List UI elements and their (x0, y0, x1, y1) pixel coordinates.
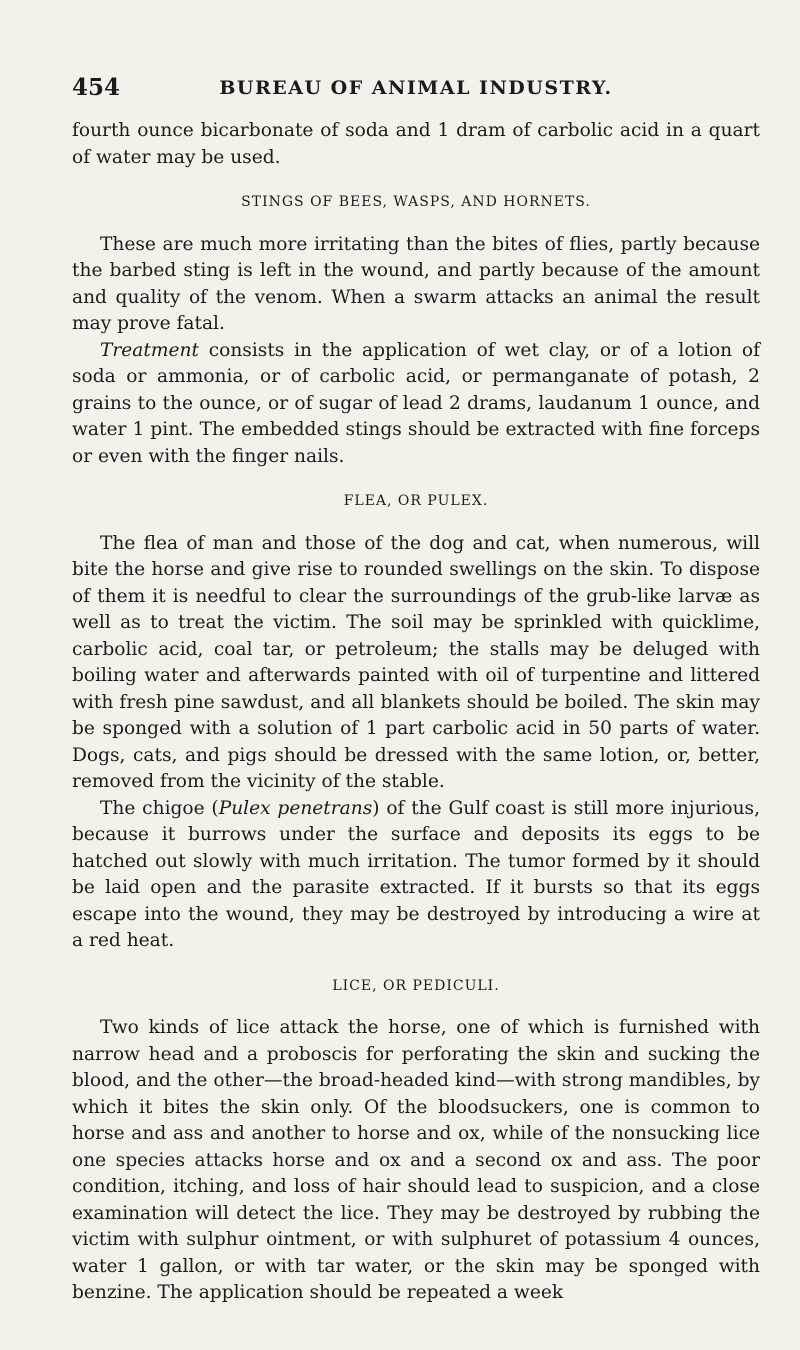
page-header (72, 64, 760, 104)
page-body (72, 118, 760, 1307)
paragraph-stings-intro: These are much more irritating than the bites of flies, partly because the barbed sting is left in the wound, and partly because of the amount and quality of the venom. When a swarm attacks an animal the result may prove fatal. (72, 233, 760, 334)
paragraph-chigoe (72, 796, 760, 955)
section-heading-flea: FLEA, OR PULEX. (343, 493, 489, 509)
running-title: BUREAU OF ANIMAL INDUSTRY. (219, 77, 613, 99)
chigoe-text-b: ) of the Gulf coast is still more injurious, because it burrows under the surface and deposits its eggs to be hatched out slowly with much irritation. The tumor formed by it should be laid open and the parasite extracted. If it bursts so that its eggs escape into the wound, they may be destroyed by introducing a wire at a red heat. (72, 797, 760, 951)
chigoe-latin-name: Pulex penetrans (218, 797, 373, 819)
section-heading-lice: LICE, OR PEDICULI. (332, 977, 500, 994)
page-number: 454 (72, 74, 121, 101)
paragraph-lice: Two kinds of lice attack the horse, one of which is furnished with narrow head and a proboscis for perforating the skin and sucking the blood, and the other—the broad-headed kind—with strong mandibles, by which it bites the skin only. Of the bloodsuckers, one is common to horse and ass and another to horse and ox, while of the nonsucking lice one species attacks horse and ox and a second ox and ass. The poor condition, itching, and loss of hair should lead to suspicion, and a close examination will detect the lice. They may be destroyed by rubbing the victim with sulphur ointment, or with sulphuret of potassium 4 ounces, water 1 gallon, or with tar water, or the skin may be sponged with benzine. The application should be repeated a week (72, 1017, 760, 1303)
section-heading-stings: STINGS OF BEES, WASPS, AND HORNETS. (241, 194, 591, 210)
treatment-text: consists in the application of wet clay, or of a lotion of soda or ammonia, or of carbolic acid, or permanganate of potash, 2 grains to the ounce, or of sugar of lead 2 drams, laudanum 1 ounce, and water 1 pint. The embedded stings should be extracted with fine forceps or even with the finger nails. (72, 339, 760, 467)
treatment-label: Treatment (100, 339, 199, 361)
chigoe-text-a: The chigoe ( (100, 797, 219, 819)
paragraph-flea: The flea of man and those of the dog and cat, when numerous, will bite the horse and give rise to rounded swellings on the skin. To dispose of them it is needful to clear the surroundings of the grub-like larvæ as well as to treat the victim. The soil may be sprinkled with quicklime, carbolic acid, coal tar, or petroleum; the stalls may be deluged with boiling water and afterwards painted with oil of turpentine and littered with fresh pine sawdust, and all blankets should be boiled. The skin may be sponged with a solution of 1 part carbolic acid in 50 parts of water. Dogs, cats, and pigs should be dressed with the same lotion, or, better, removed from the vicinity of the stable. (72, 532, 760, 792)
paragraph-continued: fourth ounce bicarbonate of soda and 1 dram of carbolic acid in a quart of water may be used. (72, 120, 760, 168)
paragraph-stings-treatment (72, 338, 760, 471)
